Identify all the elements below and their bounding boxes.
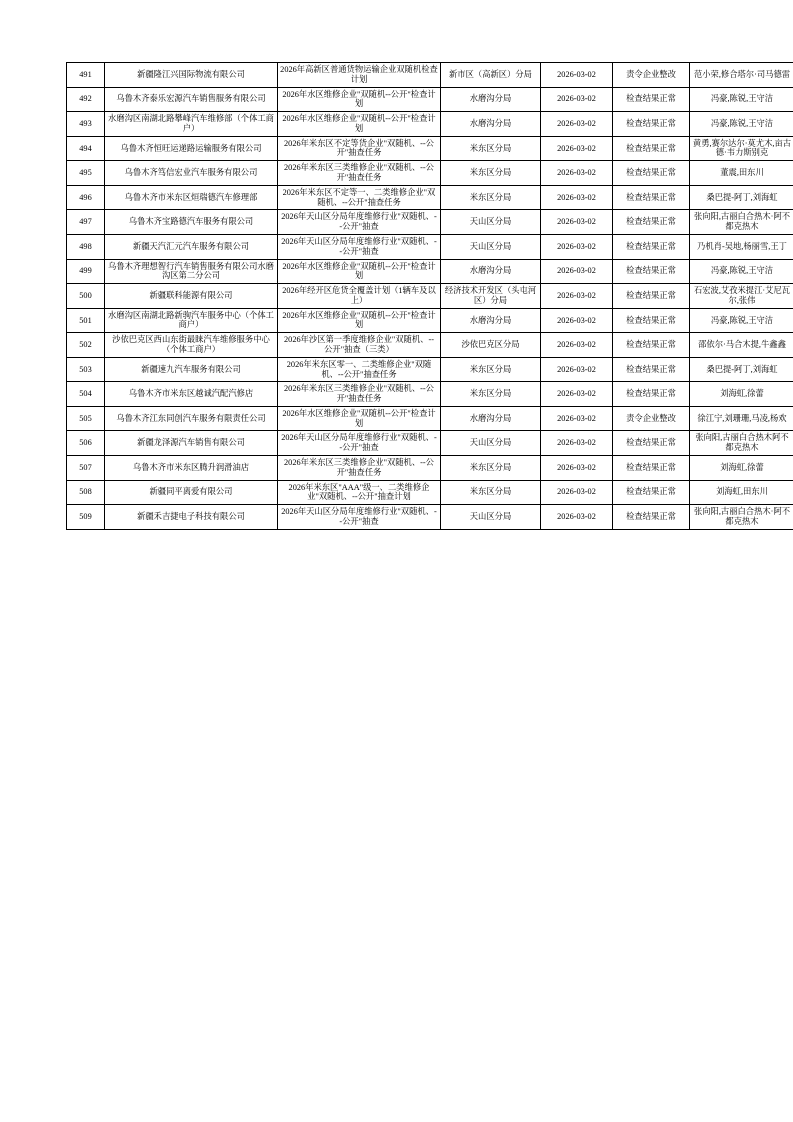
cell-date (541, 112, 613, 137)
row-no: 493 (79, 119, 92, 129)
inspection-date: 2026-03-02 (557, 512, 596, 522)
inspection-staff: 乃机肖-吴地,杨丽雪,王丁 (697, 241, 787, 251)
cell-result (613, 456, 690, 481)
table-row (67, 480, 793, 505)
org-name: 米东区分局 (469, 462, 512, 472)
row-no: 504 (79, 389, 92, 399)
cell-result (613, 234, 690, 259)
plan-name: 2026年高新区普通货物运输企业双随机检查计划 (280, 65, 438, 84)
org-name: 天山区分局 (469, 512, 512, 522)
inspection-result: 检查结果正常 (626, 119, 676, 129)
company-name: 新疆禾吉捷电子科技有限公司 (137, 512, 245, 522)
row-no: 503 (79, 364, 92, 374)
cell-staff (690, 87, 793, 112)
company-name: 乌鲁木齐市米东区腾升润滑油店 (132, 462, 250, 472)
cell-result (613, 431, 690, 456)
cell-org (441, 284, 541, 309)
cell-date (541, 210, 613, 235)
cell-company-name (105, 406, 278, 431)
table-row (67, 308, 793, 333)
org-name: 天山区分局 (469, 217, 512, 227)
cell-staff (690, 333, 793, 358)
plan-name: 2026年天山区分局年度维修行业"双随机、--公开"抽查 (281, 433, 437, 453)
row-no: 500 (79, 290, 92, 300)
cell-no (67, 357, 105, 382)
cell-org (441, 87, 541, 112)
cell-staff (690, 431, 793, 456)
cell-no (67, 456, 105, 481)
plan-name: 2026年米东区三类维修企业"双随机、--公开"抽查任务 (284, 384, 434, 404)
company-name: 乌鲁木齐笃信宏业汽车服务有限公司 (124, 168, 258, 178)
table-row (67, 406, 793, 431)
cell-date (541, 161, 613, 186)
cell-no (67, 382, 105, 407)
row-no: 506 (79, 438, 92, 448)
cell-date (541, 259, 613, 284)
cell-plan (278, 136, 441, 161)
cell-staff (690, 456, 793, 481)
org-name: 米东区分局 (469, 168, 512, 178)
table-row (67, 431, 793, 456)
inspection-staff: 范小荣,修合塔尔·司马德雷 (693, 69, 791, 79)
inspection-date: 2026-03-02 (557, 266, 596, 276)
cell-plan (278, 431, 441, 456)
cell-result (613, 112, 690, 137)
company-name: 乌鲁木齐泰乐宏源汽车销售服务有限公司 (116, 94, 266, 104)
cell-org (441, 161, 541, 186)
cell-no (67, 161, 105, 186)
org-name: 经济技术开发区（头屯河区）分局 (444, 286, 537, 305)
table-row (67, 112, 793, 137)
inspection-staff: 冯豪,陈锐,王守洁 (710, 266, 774, 276)
row-no: 497 (79, 217, 92, 227)
inspection-staff: 邵依尔·马合木提,牛鑫鑫 (698, 340, 786, 350)
cell-date (541, 234, 613, 259)
inspection-staff: 刘海虹,徐蕾 (720, 462, 764, 472)
cell-org (441, 431, 541, 456)
cell-company-name (105, 308, 278, 333)
company-name: 乌鲁木齐江东同创汽车服务有限责任公司 (116, 413, 266, 423)
org-name: 米东区分局 (469, 192, 512, 202)
inspection-date: 2026-03-02 (557, 217, 596, 227)
row-no: 498 (79, 241, 92, 251)
company-name: 新疆联科能源有限公司 (149, 290, 233, 300)
org-name: 水磨沟分局 (469, 266, 512, 276)
cell-company-name (105, 112, 278, 137)
inspection-staff: 冯豪,陈锐,王守洁 (710, 119, 774, 129)
inspection-result: 检查结果正常 (626, 340, 676, 350)
inspection-result: 检查结果正常 (626, 315, 676, 325)
company-name: 新疆速九汽车服务有限公司 (141, 364, 241, 374)
cell-staff (690, 259, 793, 284)
table-row (67, 259, 793, 284)
inspection-staff: 张向阳,古丽白合热木阿不都克热木 (695, 433, 789, 453)
table-row (67, 382, 793, 407)
cell-staff (690, 185, 793, 210)
table-row (67, 136, 793, 161)
plan-name: 2026年米东区零一、二类维修企业"双随机、--公开"抽查任务 (286, 359, 432, 379)
org-name: 米东区分局 (469, 364, 512, 374)
cell-plan (278, 333, 441, 358)
cell-company-name (105, 480, 278, 505)
cell-no (67, 234, 105, 259)
company-name: 乌鲁木齐市米东区烜瑞德汽车修理部 (124, 192, 258, 202)
cell-result (613, 406, 690, 431)
inspection-staff: 张向阳,古丽白合热木·阿不都克热木 (693, 212, 791, 232)
inspection-staff: 冯豪,陈锐,王守洁 (710, 315, 774, 325)
table-row (67, 284, 793, 309)
cell-company-name (105, 161, 278, 186)
inspection-date: 2026-03-02 (557, 241, 596, 251)
table-row (67, 87, 793, 112)
table-row (67, 63, 793, 88)
cell-no (67, 259, 105, 284)
cell-date (541, 431, 613, 456)
inspection-result: 检查结果正常 (626, 192, 676, 202)
cell-company-name (105, 185, 278, 210)
cell-company-name (105, 357, 278, 382)
cell-company-name (105, 505, 278, 530)
cell-result (613, 161, 690, 186)
cell-no (67, 284, 105, 309)
cell-company-name (105, 284, 278, 309)
cell-staff (690, 161, 793, 186)
cell-date (541, 357, 613, 382)
cell-company-name (105, 87, 278, 112)
org-name: 水磨沟分局 (469, 119, 512, 129)
cell-no (67, 406, 105, 431)
row-no: 496 (79, 192, 92, 202)
cell-no (67, 431, 105, 456)
cell-result (613, 357, 690, 382)
cell-date (541, 382, 613, 407)
cell-staff (690, 308, 793, 333)
plan-name: 2026年水区维修企业"双随机--公开"检查计划 (282, 310, 436, 330)
company-name: 乌鲁木齐理想智行汽车销售服务有限公司水磨沟区第二分公司 (108, 261, 274, 281)
plan-name: 2026年米东区三类维修企业"双随机、--公开"抽查任务 (284, 163, 434, 183)
company-name: 乌鲁木齐市米东区越诚汽配汽修店 (128, 389, 254, 399)
cell-result (613, 185, 690, 210)
cell-plan (278, 308, 441, 333)
inspection-staff: 刘海虹,田东川 (716, 487, 768, 497)
cell-date (541, 480, 613, 505)
company-name: 新疆天汽汇元汽车服务有限公司 (132, 241, 250, 251)
cell-plan (278, 87, 441, 112)
inspection-staff: 桑巴提-阿丁,刘海虹 (706, 364, 778, 374)
cell-org (441, 63, 541, 88)
cell-org (441, 505, 541, 530)
cell-result (613, 333, 690, 358)
inspection-result: 责令企业整改 (626, 69, 676, 79)
plan-name: 2026年天山区分局年度维修行业"双随机、--公开"抽查 (281, 212, 437, 232)
cell-org (441, 185, 541, 210)
cell-staff (690, 406, 793, 431)
cell-company-name (105, 259, 278, 284)
cell-result (613, 480, 690, 505)
cell-staff (690, 382, 793, 407)
table-row (67, 210, 793, 235)
row-no: 509 (79, 512, 92, 522)
inspection-date: 2026-03-02 (557, 389, 596, 399)
inspection-date: 2026-03-02 (557, 119, 596, 129)
org-name: 水磨沟分局 (469, 315, 512, 325)
cell-plan (278, 210, 441, 235)
inspection-date: 2026-03-02 (557, 487, 596, 497)
company-name: 沙依巴克区西山东街最睐汽车维修服务中心（个体工商户） (112, 335, 270, 354)
inspection-result: 检查结果正常 (626, 512, 676, 522)
org-name: 水磨沟分局 (469, 413, 512, 423)
cell-result (613, 259, 690, 284)
company-name: 新疆隆江兴国际物流有限公司 (137, 69, 245, 79)
cell-staff (690, 136, 793, 161)
cell-plan (278, 284, 441, 309)
plan-name: 2026年水区维修企业"双随机--公开"检查计划 (282, 261, 436, 281)
inspection-staff: 张向阳,古丽白合热木·阿不都克热木 (693, 507, 791, 526)
cell-no (67, 87, 105, 112)
cell-org (441, 308, 541, 333)
cell-company-name (105, 456, 278, 481)
cell-result (613, 382, 690, 407)
cell-no (67, 210, 105, 235)
inspection-result: 检查结果正常 (626, 266, 676, 276)
plan-name: 2026年米东区"AAA"级一、二类维修企业"双随机、--公开"抽查计划 (288, 482, 430, 502)
cell-date (541, 136, 613, 161)
cell-org (441, 234, 541, 259)
company-name: 水磨沟区南湖北路新驹汽车服务中心（个体工商户） (108, 310, 274, 330)
cell-no (67, 505, 105, 530)
table-row (67, 333, 793, 358)
cell-org (441, 406, 541, 431)
cell-date (541, 63, 613, 88)
inspection-date: 2026-03-02 (557, 143, 596, 153)
row-no: 492 (79, 94, 92, 104)
org-name: 水磨沟分局 (469, 94, 512, 104)
inspection-staff: 石宏波,艾孜米提江·艾尼瓦尔,张伟 (693, 286, 791, 305)
cell-company-name (105, 136, 278, 161)
row-no: 494 (79, 143, 92, 153)
plan-name: 2026年经开区危货全覆盖计划（1辆车及以上） (282, 286, 436, 305)
inspection-date: 2026-03-02 (557, 168, 596, 178)
cell-plan (278, 382, 441, 407)
cell-result (613, 63, 690, 88)
row-no: 499 (79, 266, 92, 276)
plan-name: 2026年沙区第一季度维修企业"双随机、--公开"抽查（三类） (284, 335, 434, 354)
inspection-date: 2026-03-02 (557, 315, 596, 325)
row-no: 507 (79, 462, 92, 472)
cell-org (441, 333, 541, 358)
cell-plan (278, 456, 441, 481)
cell-company-name (105, 431, 278, 456)
cell-staff (690, 112, 793, 137)
inspection-staff: 黄勇,赛尔达尔·莫尤木,亩古德·韦力斯别克 (692, 138, 792, 158)
table-row (67, 185, 793, 210)
table-body (67, 63, 793, 530)
cell-plan (278, 406, 441, 431)
inspection-result: 检查结果正常 (626, 217, 676, 227)
cell-plan (278, 63, 441, 88)
inspection-result: 检查结果正常 (626, 364, 676, 374)
inspection-result: 责令企业整改 (626, 413, 676, 423)
inspection-date: 2026-03-02 (557, 69, 596, 79)
cell-company-name (105, 382, 278, 407)
cell-org (441, 136, 541, 161)
cell-date (541, 87, 613, 112)
cell-org (441, 259, 541, 284)
cell-no (67, 308, 105, 333)
cell-plan (278, 480, 441, 505)
cell-org (441, 456, 541, 481)
cell-result (613, 210, 690, 235)
row-no: 505 (79, 413, 92, 423)
cell-company-name (105, 210, 278, 235)
cell-plan (278, 259, 441, 284)
row-no: 502 (79, 340, 92, 350)
cell-staff (690, 63, 793, 88)
inspection-result: 检查结果正常 (626, 290, 676, 300)
inspection-date: 2026-03-02 (557, 94, 596, 104)
plan-name: 2026年水区维修企业"双随机--公开"检查计划 (282, 114, 436, 133)
cell-result (613, 87, 690, 112)
cell-staff (690, 210, 793, 235)
cell-date (541, 406, 613, 431)
inspection-staff: 刘海虹,徐蕾 (720, 389, 764, 399)
row-no: 491 (79, 69, 92, 79)
cell-no (67, 63, 105, 88)
row-no: 495 (79, 168, 92, 178)
org-name: 米东区分局 (469, 143, 512, 153)
org-name: 天山区分局 (469, 241, 512, 251)
cell-plan (278, 357, 441, 382)
inspection-date: 2026-03-02 (557, 462, 596, 472)
cell-date (541, 456, 613, 481)
inspection-records-table (66, 62, 793, 530)
cell-date (541, 505, 613, 530)
cell-result (613, 136, 690, 161)
plan-name: 2026年水区维修企业"双随机--公开"检查计划 (282, 408, 436, 428)
inspection-result: 检查结果正常 (626, 168, 676, 178)
cell-plan (278, 505, 441, 530)
plan-name: 2026年天山区分局年度维修行业"双随机、--公开"抽查 (281, 507, 437, 526)
cell-staff (690, 284, 793, 309)
company-name: 乌鲁木齐宝路德汽车服务有限公司 (128, 217, 254, 227)
inspection-result: 检查结果正常 (626, 389, 676, 399)
cell-staff (690, 234, 793, 259)
plan-name: 2026年米东区不定等货企业"双随机、--公开"抽查任务 (284, 138, 434, 158)
cell-result (613, 308, 690, 333)
inspection-result: 检查结果正常 (626, 143, 676, 153)
inspection-date: 2026-03-02 (557, 438, 596, 448)
cell-date (541, 185, 613, 210)
inspection-result: 检查结果正常 (626, 438, 676, 448)
company-name: 新疆龙泽源汽车销售有限公司 (137, 438, 245, 448)
cell-org (441, 210, 541, 235)
cell-company-name (105, 333, 278, 358)
cell-plan (278, 185, 441, 210)
cell-result (613, 284, 690, 309)
cell-plan (278, 234, 441, 259)
company-name: 新疆同平离爱有限公司 (149, 487, 233, 497)
cell-plan (278, 112, 441, 137)
plan-name: 2026年米东区三类维修企业"双随机、--公开"抽查任务 (284, 458, 434, 477)
plan-name: 2026年米东区不定等一、二类维修企业"双随机、--公开"抽查任务 (282, 187, 436, 207)
company-name: 乌鲁木齐恒旺运递路运输服务有限公司 (120, 143, 262, 153)
cell-company-name (105, 63, 278, 88)
row-no: 501 (79, 315, 92, 325)
cell-no (67, 480, 105, 505)
org-name: 米东区分局 (469, 487, 512, 497)
inspection-result: 检查结果正常 (626, 241, 676, 251)
org-name: 新市区（高新区）分局 (449, 69, 532, 79)
cell-company-name (105, 234, 278, 259)
inspection-date: 2026-03-02 (557, 192, 596, 202)
cell-org (441, 112, 541, 137)
inspection-staff: 徐江宁,刘珊珊,马凌,杨欢 (697, 413, 787, 423)
inspection-staff: 桑巴提-阿丁,刘海虹 (706, 192, 778, 202)
cell-result (613, 505, 690, 530)
inspection-staff: 冯豪,陈锐,王守洁 (710, 94, 774, 104)
inspection-staff: 董震,田东川 (720, 168, 764, 178)
org-name: 天山区分局 (469, 438, 512, 448)
table-row (67, 234, 793, 259)
cell-org (441, 382, 541, 407)
cell-org (441, 357, 541, 382)
cell-date (541, 333, 613, 358)
org-name: 沙依巴克区分局 (461, 340, 520, 350)
cell-no (67, 112, 105, 137)
inspection-date: 2026-03-02 (557, 364, 596, 374)
table-row (67, 505, 793, 530)
row-no: 508 (79, 487, 92, 497)
cell-date (541, 308, 613, 333)
cell-staff (690, 480, 793, 505)
cell-no (67, 136, 105, 161)
cell-no (67, 185, 105, 210)
inspection-result: 检查结果正常 (626, 487, 676, 497)
company-name: 水磨沟区南湖北路攀峰汽车维修部（个体工商户） (108, 114, 274, 133)
table-row (67, 357, 793, 382)
cell-staff (690, 357, 793, 382)
inspection-result: 检查结果正常 (626, 462, 676, 472)
cell-plan (278, 161, 441, 186)
table-row (67, 456, 793, 481)
plan-name: 2026年天山区分局年度维修行业"双随机、--公开"抽查 (281, 236, 437, 256)
inspection-result: 检查结果正常 (626, 94, 676, 104)
inspection-date: 2026-03-02 (557, 413, 596, 423)
org-name: 米东区分局 (469, 389, 512, 399)
cell-staff (690, 505, 793, 530)
cell-date (541, 284, 613, 309)
plan-name: 2026年水区维修企业"双随机--公开"检查计划 (282, 89, 436, 109)
cell-no (67, 333, 105, 358)
cell-org (441, 480, 541, 505)
table-row (67, 161, 793, 186)
inspection-date: 2026-03-02 (557, 290, 596, 300)
inspection-date: 2026-03-02 (557, 340, 596, 350)
